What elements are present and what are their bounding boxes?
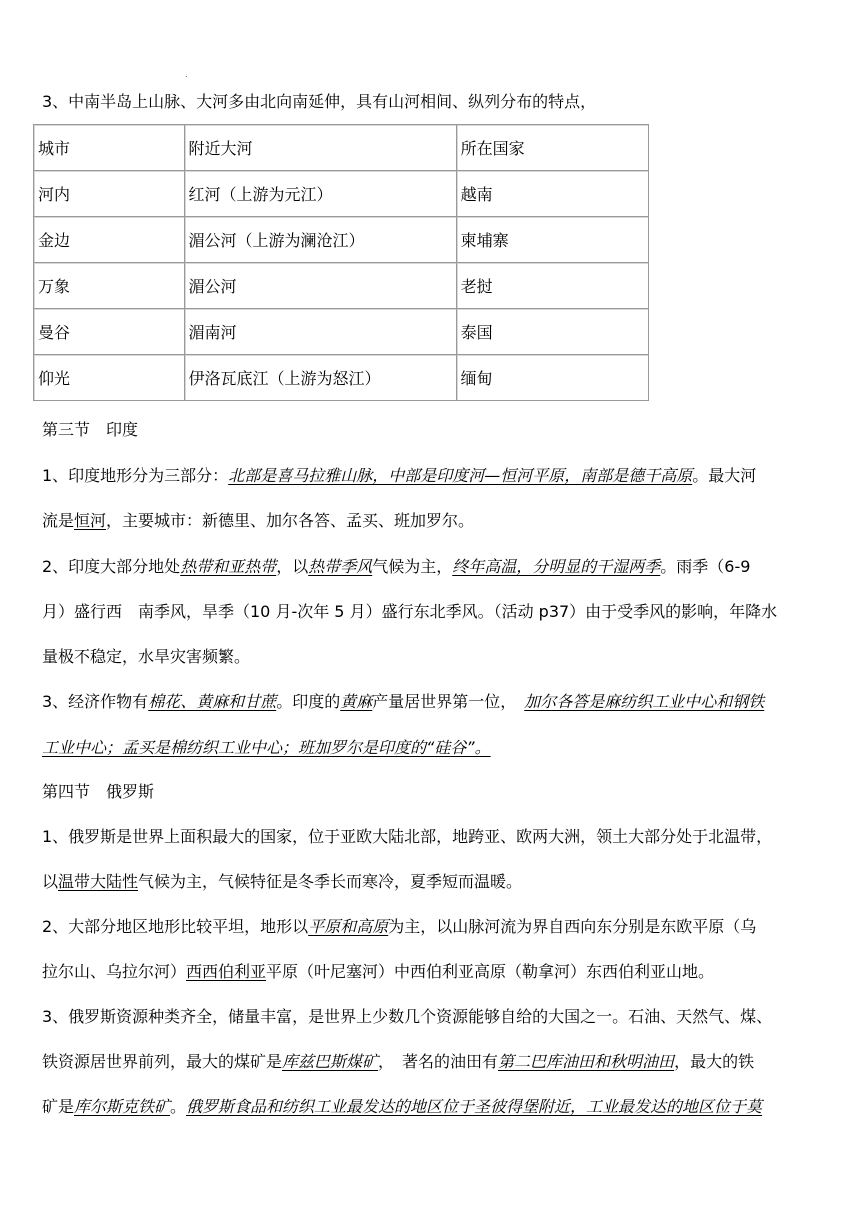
text: 以 [42,872,59,891]
russia-p2-line2 [42,962,714,982]
table-cell: 泰国 [456,309,648,355]
russia-p3-line3 [42,1097,762,1117]
underlined-text: 俄罗斯食品和纺织工业最发达的地区位于圣彼得堡附近，工业最发达的地区位于莫 [186,1097,763,1116]
india-p1-line2 [42,511,474,531]
india-p2-line3: 量极不稳定，水旱灾害频繁。 [42,647,251,666]
text: 。 [170,1097,187,1116]
text: ，以 [276,557,309,576]
underlined-text: 棉花、黄麻和甘蔗 [148,692,277,711]
text: 2、大部分地区地形比较平坦，地形以 [42,917,309,936]
underlined-text: 温带大陆性 [58,872,139,891]
table-header-row [34,125,649,171]
text: 为主，以山脉河流为界自西向东分别是东欧平原（乌 [388,917,757,936]
russia-p3-line1: 3、俄罗斯资源种类齐全，储量丰富，是世界上少数几个资源能够自给的大国之一。石油、天然气、煤、 [42,1007,773,1026]
table-cell: 湄公河（上游为澜沧江） [184,217,456,263]
table-cell: 仰光 [34,355,185,401]
text: 流是 [42,511,75,530]
text: 气候为主， [372,557,453,576]
city-river-table [33,124,649,401]
table-row [34,263,649,309]
table-cell: 河内 [34,171,185,217]
table-row [34,217,649,263]
underlined-text: 平原和高原 [308,917,389,936]
table-cell: 老挝 [456,263,648,309]
table-header-cell: 附近大河 [184,125,456,171]
india-p2-line2: 月）盛行西 南季风，旱季（10 月-次年 5 月）盛行东北季风。（活动 p37）由于受季风的影响，年降水 [42,602,778,621]
text: 1、印度地形分为三部分： [42,466,229,485]
table-cell: 伊洛瓦底江（上游为怒江） [184,355,456,401]
text: 气候为主，气候特征是冬季长而寒冷，夏季短而温暖。 [138,872,523,891]
table-cell: 越南 [456,171,648,217]
underlined-text: 北部是喜马拉雅山脉，中部是印度河—恒河平原，南部是德干高原 [228,466,693,485]
table-cell: 金边 [34,217,185,263]
underlined-text: 终年高温，分明显的干湿两季 [452,557,661,576]
underlined-text: 库尔斯克铁矿 [74,1097,171,1116]
russia-p1-line1: 1、俄罗斯是世界上面积最大的国家，位于亚欧大陆北部，地跨亚、欧两大洲，领土大部分处于北温带， [42,827,773,846]
table-cell: 万象 [34,263,185,309]
underlined-text: 西西伯利亚 [186,962,267,981]
russia-p3-line2 [42,1052,754,1072]
underlined-text: 工业中心；孟买是棉纺织工业中心；班加罗尔是印度的“硅谷”。 [42,738,491,757]
russia-p1-line2 [42,872,522,892]
table-row [34,171,649,217]
underlined-text: 第二巴库油田和秋明油田 [498,1052,675,1071]
text: 。最大河 [692,466,757,485]
india-p3-line1 [42,692,764,712]
table-header-cell: 所在国家 [456,125,648,171]
underlined-text: 库兹巴斯煤矿 [282,1052,379,1071]
text: 拉尔山、乌拉尔河） [42,962,187,981]
india-p3-line2 [42,738,491,758]
text: ，最大的铁 [674,1052,755,1071]
section-title-india: 第三节 印度 [42,420,139,439]
text: 平原（叶尼塞河）中西伯利亚高原（勒拿河）东西伯利亚山地。 [266,962,715,981]
table-cell: 曼谷 [34,309,185,355]
table-cell: 湄公河 [184,263,456,309]
india-p2-line1 [42,557,750,577]
table-cell: 红河（上游为元江） [184,171,456,217]
text: ，主要城市：新德里、加尔各答、孟买、班加罗尔。 [106,511,475,530]
text: 。印度的 [276,692,341,711]
text: 产量居世界第一位， [372,692,525,711]
underlined-text: 热带季风 [308,557,373,576]
section-title-russia: 第四节 俄罗斯 [42,782,155,801]
text: 3、经济作物有 [42,692,149,711]
underlined-text: 恒河 [74,511,107,530]
india-p1-line1 [42,466,756,486]
russia-p2-line1 [42,917,756,937]
text: 矿是 [42,1097,75,1116]
table-row [34,309,649,355]
intro-line: 3、中南半岛上山脉、大河多由北向南延伸，具有山河相间、纵列分布的特点， [42,92,597,111]
table-cell: 缅甸 [456,355,648,401]
text: 。雨季（6-9 [660,557,751,576]
table-cell: 柬埔寨 [456,217,648,263]
table-header-cell: 城市 [34,125,185,171]
stray-dot: . [185,70,188,79]
table-cell: 湄南河 [184,309,456,355]
text: ， 著名的油田有 [378,1052,499,1071]
text: 2、印度大部分地处 [42,557,181,576]
text: 铁资源居世界前列，最大的煤矿是 [42,1052,283,1071]
table-row [34,355,649,401]
underlined-text: 黄麻 [340,692,373,711]
underlined-text: 加尔各答是麻纺织工业中心和钢铁 [524,692,765,711]
underlined-text: 热带和亚热带 [180,557,277,576]
